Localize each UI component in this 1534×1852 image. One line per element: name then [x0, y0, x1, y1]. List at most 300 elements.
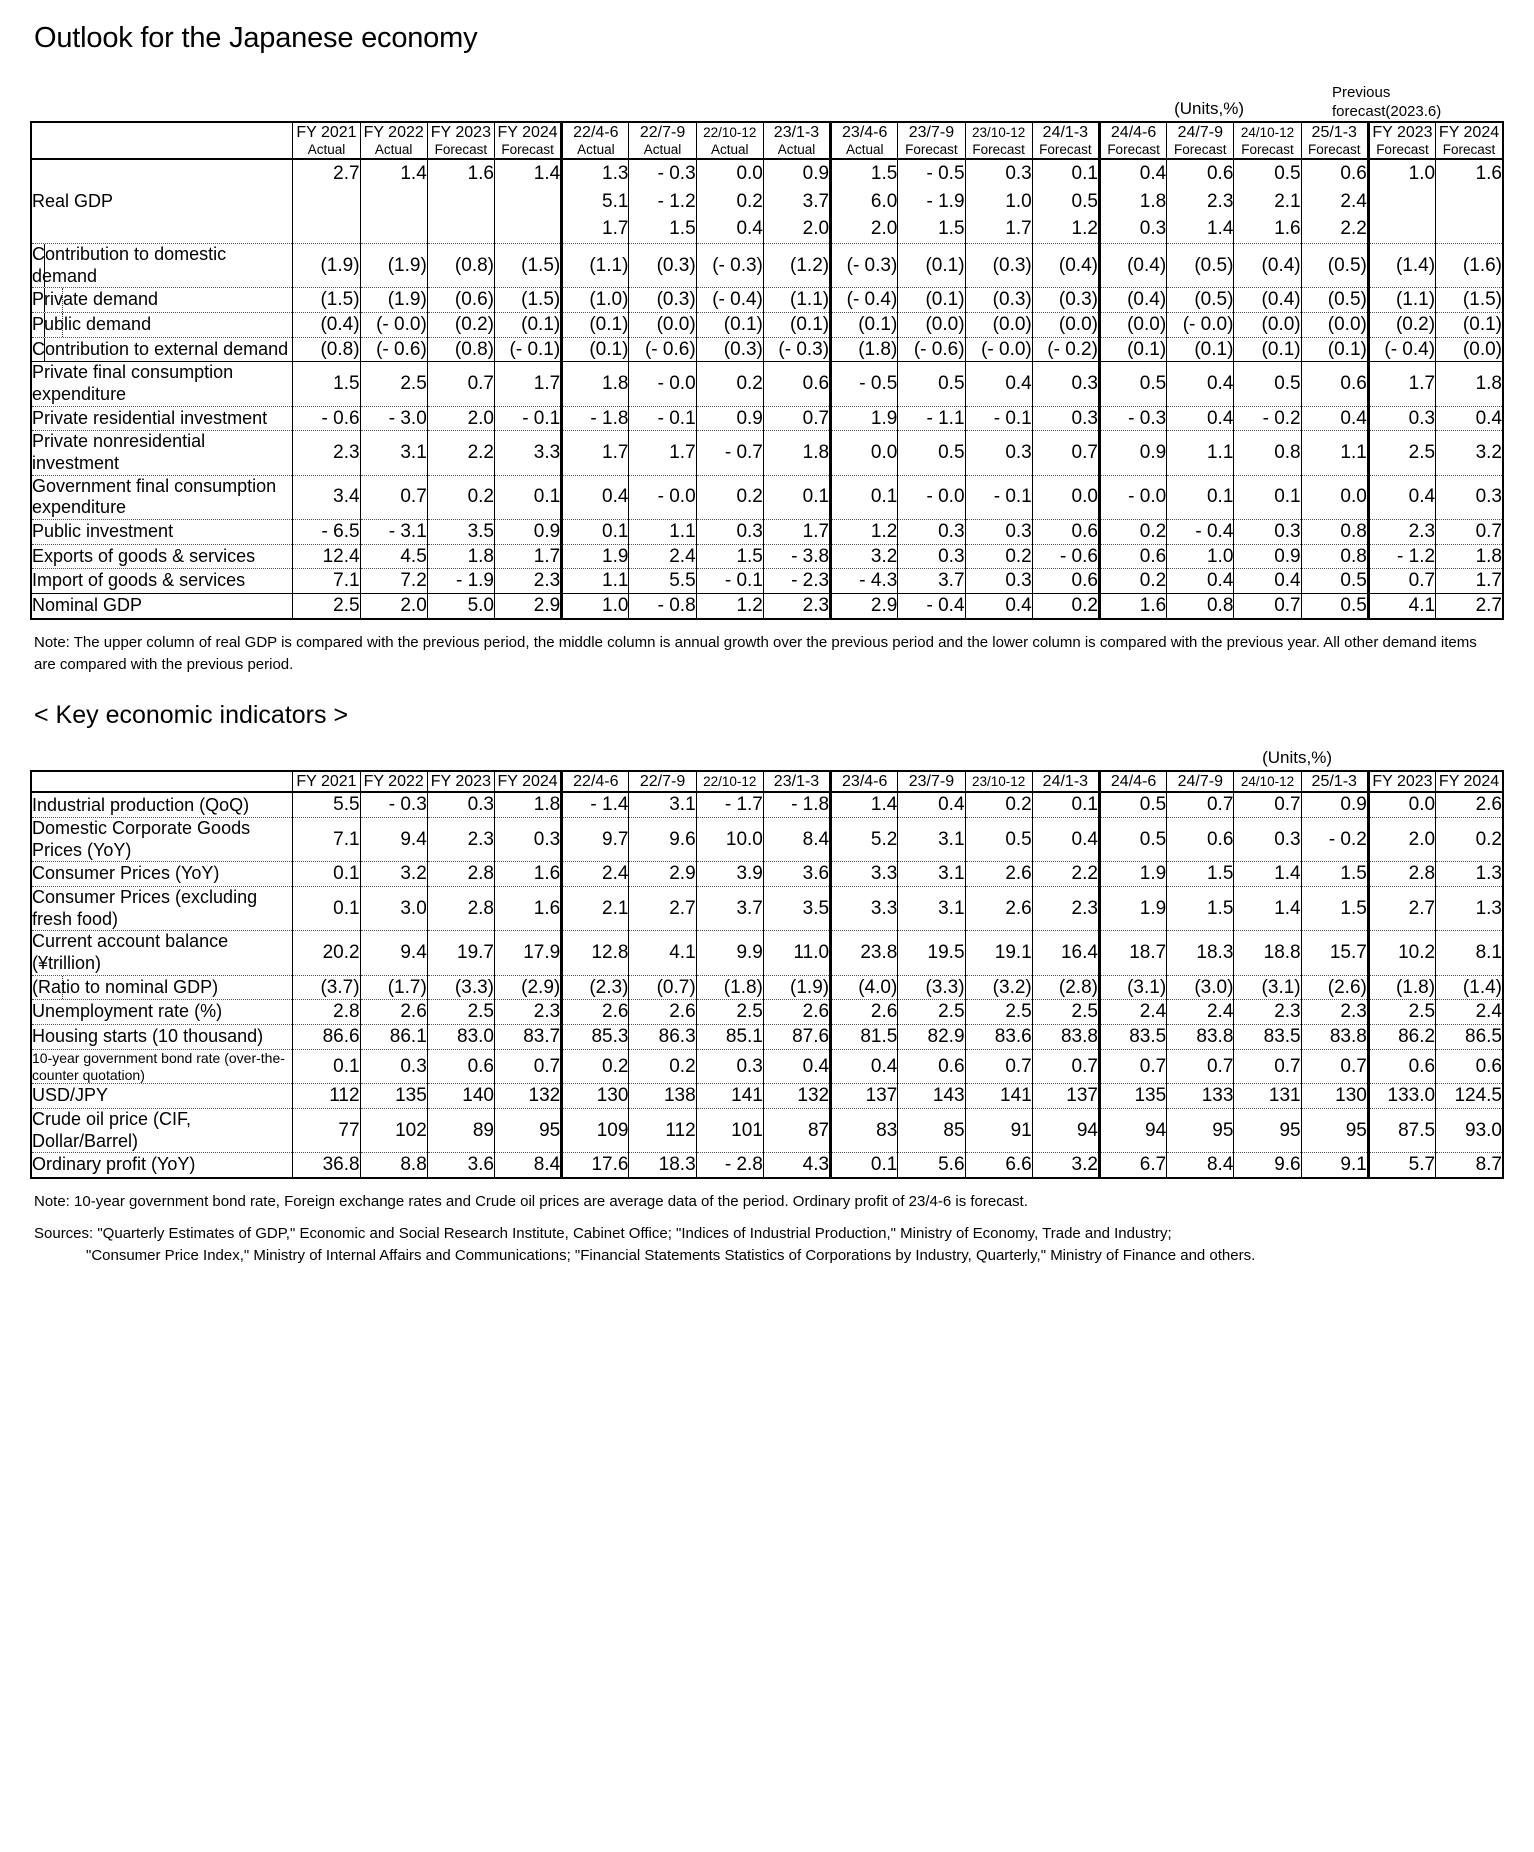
cell-r3-c2: 2.8 — [427, 887, 494, 931]
cell-r11-c1: 7.2 — [360, 569, 427, 594]
cell-r5-c3: (2.9) — [495, 975, 562, 1000]
cell-r12-c16: 4.1 — [1368, 594, 1435, 619]
outlook-col-period-5: 22/7-9 — [629, 122, 696, 142]
cell-r8-c8: 0.4 — [831, 1049, 898, 1084]
indicator-col-period-7: 23/1-3 — [763, 771, 830, 792]
row-label-text: Nominal GDP — [32, 595, 143, 616]
cell-value: 1.6 — [1274, 218, 1301, 240]
cell-r2-c4: (1.0) — [562, 288, 629, 313]
cell-r2-c5: 2.9 — [629, 862, 696, 887]
cell-r5-c9: (3.3) — [898, 975, 965, 1000]
indicator-col-period-17: FY 2024 — [1436, 771, 1503, 792]
row-label-7 — [31, 431, 293, 475]
cell-r3-c16: 2.7 — [1368, 887, 1435, 931]
cell-r5-c17: 1.8 — [1436, 362, 1503, 406]
cell-r3-c5: 2.7 — [629, 887, 696, 931]
cell-r11-c16: 5.7 — [1368, 1153, 1435, 1178]
cell-value — [1436, 215, 1502, 243]
cell-r8-c0: 3.4 — [293, 475, 360, 519]
cell-r8-c17: 0.6 — [1436, 1049, 1503, 1084]
cell-value: 1.7 — [1005, 218, 1032, 240]
table-row — [31, 931, 1503, 975]
cell-r6-c3: - 0.1 — [495, 406, 562, 431]
cell-r4-c4: (0.1) — [562, 337, 629, 362]
indicator-label-3 — [31, 887, 293, 931]
row-label-text: Exports of goods & services — [32, 545, 256, 566]
cell-r2-c7: 3.6 — [763, 862, 830, 887]
cell-r8-c3: 0.1 — [495, 475, 562, 519]
cell-r2-c2: 2.8 — [427, 862, 494, 887]
cell-value: 0.3 — [1005, 163, 1032, 185]
cell-r0-c15: 0.9 — [1301, 792, 1368, 817]
cell-r9-c8: 1.2 — [831, 519, 898, 544]
outlook-col-period-6: 22/10-12 — [696, 122, 763, 142]
cell-r4-c8: (1.8) — [831, 337, 898, 362]
cell-r6-c11: 0.3 — [1032, 406, 1099, 431]
cell-r0-c2: 0.3 — [427, 792, 494, 817]
cell-r5-c14: 0.5 — [1234, 362, 1301, 406]
cell-r4-c0: (0.8) — [293, 337, 360, 362]
cell-r1-c6: (- 0.3) — [696, 244, 763, 288]
cell-r5-c16: (1.8) — [1368, 975, 1435, 1000]
cell-r2-c14: 1.4 — [1234, 862, 1301, 887]
cell-r1-c9: (0.1) — [898, 244, 965, 288]
cell-r10-c15: 0.8 — [1301, 544, 1368, 569]
cell-r5-c5: - 0.0 — [629, 362, 696, 406]
cell-r10-c1: 4.5 — [360, 544, 427, 569]
table-row — [31, 431, 1503, 475]
table-row — [31, 887, 1503, 931]
row-label-text: Contribution to external demand — [32, 338, 289, 359]
row-label-2 — [31, 288, 293, 313]
cell-r1-c11: 0.4 — [1032, 818, 1099, 862]
table-row — [31, 1049, 1503, 1084]
cell-value: - 1.2 — [657, 190, 696, 212]
cell-r6-c9: 2.5 — [898, 1000, 965, 1025]
cell-r7-c1: 86.1 — [360, 1025, 427, 1050]
cell-r6-c15: 0.4 — [1301, 406, 1368, 431]
cell-r1-c8: (- 0.3) — [831, 244, 898, 288]
cell-r1-c2: (0.8) — [427, 244, 494, 288]
cell-r2-c7: (1.1) — [763, 288, 830, 313]
cell-r7-c16: 2.5 — [1368, 431, 1435, 475]
cell-value — [495, 215, 560, 243]
cell-r1-c4: 9.7 — [562, 818, 629, 862]
cell-r10-c8: 3.2 — [831, 544, 898, 569]
cell-r11-c9: 3.7 — [898, 569, 965, 594]
row-label-text: Private residential investment — [32, 407, 268, 428]
cell-r9-c1: - 3.1 — [360, 519, 427, 544]
cell-value: 2.2 — [1340, 218, 1367, 240]
cell-r11-c0: 36.8 — [293, 1153, 360, 1178]
cell-value — [1436, 188, 1502, 216]
indicator-label-text: 10-year government bond rate (over-the-counter quotation) — [32, 1049, 285, 1083]
cell-r2-c14: (0.4) — [1234, 288, 1301, 313]
cell-r8-c17: 0.3 — [1436, 475, 1503, 519]
cell-r2-c17: 1.3 — [1436, 862, 1503, 887]
cell-r11-c5: 5.5 — [629, 569, 696, 594]
cell-r4-c3: (- 0.1) — [495, 337, 562, 362]
cell-r8-c7: 0.1 — [763, 475, 830, 519]
cell-r6-c0: 2.8 — [293, 1000, 360, 1025]
cell-r7-c6: - 0.7 — [696, 431, 763, 475]
cell-r12-c5: - 0.8 — [629, 594, 696, 619]
row-label-text: Public investment — [32, 520, 174, 541]
cell-r6-c17: 2.4 — [1436, 1000, 1503, 1025]
cell-r8-c2: 0.2 — [427, 475, 494, 519]
cell-r11-c7: 4.3 — [763, 1153, 830, 1178]
outlook-col-type-0: Actual — [293, 142, 360, 159]
cell-r2-c12: (0.4) — [1099, 288, 1166, 313]
cell-r5-c13: 0.4 — [1167, 362, 1234, 406]
cell-r11-c3: 2.3 — [495, 569, 562, 594]
indicator-col-period-6: 22/10-12 — [696, 771, 763, 792]
cell-r1-c16: 2.0 — [1368, 818, 1435, 862]
cell-r4-c7: 11.0 — [763, 931, 830, 975]
cell-r4-c8: 23.8 — [831, 931, 898, 975]
cell-r6-c10: - 0.1 — [965, 406, 1032, 431]
row-label-1 — [31, 244, 293, 288]
outlook-col-type-9: Forecast — [898, 142, 965, 159]
cell-value: 0.5 — [1274, 163, 1301, 185]
cell-r0-c14: 0.7 — [1234, 792, 1301, 817]
cell-r2-c3: 1.6 — [495, 862, 562, 887]
cell-r3-c11: 2.3 — [1032, 887, 1099, 931]
cell-r0-c1 — [360, 159, 427, 243]
cell-r7-c8: 0.0 — [831, 431, 898, 475]
outlook-col-period-11: 24/1-3 — [1032, 122, 1099, 142]
cell-r3-c3: (0.1) — [495, 312, 562, 337]
cell-r8-c10: 0.7 — [965, 1049, 1032, 1084]
cell-r2-c15: 1.5 — [1301, 862, 1368, 887]
row-label-11 — [31, 569, 293, 594]
cell-r5-c17: (1.4) — [1436, 975, 1503, 1000]
section-title-key-indicators: < Key economic indicators > — [34, 701, 349, 730]
cell-r4-c17: (0.0) — [1436, 337, 1503, 362]
table-row — [31, 244, 1503, 288]
cell-r3-c13: 1.5 — [1167, 887, 1234, 931]
cell-r4-c11: (- 0.2) — [1032, 337, 1099, 362]
cell-r3-c10: 2.6 — [965, 887, 1032, 931]
cell-r12-c8: 2.9 — [831, 594, 898, 619]
table-row — [31, 862, 1503, 887]
cell-r11-c8: - 4.3 — [831, 569, 898, 594]
cell-r4-c14: 18.8 — [1234, 931, 1301, 975]
cell-r0-c12: 0.5 — [1099, 792, 1166, 817]
cell-r10-c10: 0.2 — [965, 544, 1032, 569]
cell-r3-c1: (- 0.0) — [360, 312, 427, 337]
cell-r9-c6: 0.3 — [696, 519, 763, 544]
cell-r10-c9: 0.3 — [898, 544, 965, 569]
cell-r11-c10: 0.3 — [965, 569, 1032, 594]
indicator-label-text: Domestic Corporate Goods Prices (YoY) — [32, 818, 251, 860]
cell-r0-c6 — [696, 159, 763, 243]
cell-r0-c11 — [1032, 159, 1099, 243]
cell-value: 1.5 — [669, 218, 696, 240]
outlook-col-type-16: Forecast — [1368, 142, 1435, 159]
outlook-col-type-4: Actual — [562, 142, 629, 159]
cell-r6-c13: 2.4 — [1167, 1000, 1234, 1025]
outlook-col-period-8: 23/4-6 — [831, 122, 898, 142]
cell-r10-c6: 101 — [696, 1109, 763, 1153]
cell-r7-c13: 83.8 — [1167, 1025, 1234, 1050]
cell-value: 1.2 — [1071, 218, 1098, 240]
cell-r12-c9: - 0.4 — [898, 594, 965, 619]
indicator-label-text: (Ratio to nominal GDP) — [32, 976, 219, 997]
row-label-10 — [31, 544, 293, 569]
cell-value: 0.0 — [736, 163, 763, 185]
cell-value — [428, 188, 494, 216]
cell-value: 0.6 — [1340, 163, 1367, 185]
cell-value: 2.7 — [333, 163, 360, 185]
cell-r1-c6: 10.0 — [696, 818, 763, 862]
cell-r3-c13: (- 0.0) — [1167, 312, 1234, 337]
cell-r3-c0: 0.1 — [293, 887, 360, 931]
cell-r5-c15: 0.6 — [1301, 362, 1368, 406]
indicator-label-4 — [31, 931, 293, 975]
cell-r2-c16: 2.8 — [1368, 862, 1435, 887]
row-label-8 — [31, 475, 293, 519]
cell-r4-c9: 19.5 — [898, 931, 965, 975]
cell-r6-c10: 2.5 — [965, 1000, 1032, 1025]
cell-r1-c0: (1.9) — [293, 244, 360, 288]
cell-r8-c11: 0.7 — [1032, 1049, 1099, 1084]
cell-r1-c0: 7.1 — [293, 818, 360, 862]
table-row — [31, 337, 1503, 362]
cell-r12-c10: 0.4 — [965, 594, 1032, 619]
cell-r3-c3: 1.6 — [495, 887, 562, 931]
cell-r9-c11: 137 — [1032, 1084, 1099, 1109]
cell-r10-c17: 1.8 — [1436, 544, 1503, 569]
cell-r5-c8: - 0.5 — [831, 362, 898, 406]
cell-r4-c5: (- 0.6) — [629, 337, 696, 362]
cell-r6-c1: 2.6 — [360, 1000, 427, 1025]
cell-r2-c0: 0.1 — [293, 862, 360, 887]
row-label-0 — [31, 159, 293, 243]
cell-r7-c14: 0.8 — [1234, 431, 1301, 475]
cell-value: 0.6 — [1206, 163, 1234, 185]
cell-r5-c2: 0.7 — [427, 362, 494, 406]
outlook-col-type-17: Forecast — [1436, 142, 1503, 159]
outlook-col-period-4: 22/4-6 — [562, 122, 629, 142]
cell-r7-c6: 85.1 — [696, 1025, 763, 1050]
cell-r5-c0: 1.5 — [293, 362, 360, 406]
cell-r11-c13: 0.4 — [1167, 569, 1234, 594]
cell-r8-c9: 0.6 — [898, 1049, 965, 1084]
cell-r4-c1: (- 0.6) — [360, 337, 427, 362]
cell-value: 6.0 — [870, 190, 898, 212]
cell-r8-c16: 0.6 — [1368, 1049, 1435, 1084]
cell-r12-c6: 1.2 — [696, 594, 763, 619]
outlook-col-period-2: FY 2023 — [427, 122, 494, 142]
key-indicators-table-header — [31, 771, 1503, 792]
cell-r3-c8: 3.3 — [831, 887, 898, 931]
cell-r1-c3: (1.5) — [495, 244, 562, 288]
cell-r11-c9: 5.6 — [898, 1153, 965, 1178]
cell-r0-c5: 3.1 — [629, 792, 696, 817]
cell-r3-c7: (0.1) — [763, 312, 830, 337]
cell-r10-c14: 0.9 — [1234, 544, 1301, 569]
cell-r2-c1: 3.2 — [360, 862, 427, 887]
cell-r3-c10: (0.0) — [965, 312, 1032, 337]
cell-value: 2.4 — [1340, 190, 1367, 212]
cell-value — [1370, 215, 1435, 243]
cell-r0-c17 — [1436, 159, 1503, 243]
outlook-col-period-1: FY 2022 — [360, 122, 427, 142]
cell-r11-c11: 3.2 — [1032, 1153, 1099, 1178]
cell-value: 2.1 — [1274, 190, 1301, 212]
cell-r0-c9 — [898, 159, 965, 243]
cell-r0-c0 — [293, 159, 360, 243]
key-indicators-table — [30, 770, 1504, 1179]
table1-note: Note: The upper column of real GDP is compared with the previous period, the middle column is annual growth over the previous period and the lower column is compared with the previous year. All other demand items are compared with the previous period. — [34, 633, 1477, 673]
cell-r11-c3: 8.4 — [495, 1153, 562, 1178]
cell-r9-c9: 143 — [898, 1084, 965, 1109]
table-row — [31, 159, 1503, 243]
cell-r9-c5: 138 — [629, 1084, 696, 1109]
cell-r7-c17: 3.2 — [1436, 431, 1503, 475]
cell-r9-c0: 112 — [293, 1084, 360, 1109]
cell-r10-c10: 91 — [965, 1109, 1032, 1153]
indicator-label-text: Ordinary profit (YoY) — [32, 1154, 196, 1175]
outlook-col-type-14: Forecast — [1234, 142, 1301, 159]
cell-r3-c4: 2.1 — [562, 887, 629, 931]
indicator-label-6 — [31, 1000, 293, 1025]
indicator-label-5 — [31, 975, 293, 1000]
cell-r9-c13: 133 — [1167, 1084, 1234, 1109]
cell-r3-c9: 3.1 — [898, 887, 965, 931]
cell-r2-c8: 3.3 — [831, 862, 898, 887]
cell-r5-c2: (3.3) — [427, 975, 494, 1000]
cell-value: 0.9 — [802, 163, 830, 185]
outlook-col-period-0: FY 2021 — [293, 122, 360, 142]
cell-r8-c12: 0.7 — [1099, 1049, 1166, 1084]
cell-r6-c4: 2.6 — [562, 1000, 629, 1025]
cell-r11-c5: 18.3 — [629, 1153, 696, 1178]
cell-r3-c14: (0.0) — [1234, 312, 1301, 337]
cell-r8-c2: 0.6 — [427, 1049, 494, 1084]
cell-value — [428, 215, 494, 243]
cell-r6-c8: 1.9 — [831, 406, 898, 431]
outlook-col-type-5: Actual — [629, 142, 696, 159]
cell-r6-c8: 2.6 — [831, 1000, 898, 1025]
indicator-col-period-5: 22/7-9 — [629, 771, 696, 792]
cell-value — [293, 215, 359, 243]
cell-r9-c10: 0.3 — [965, 519, 1032, 544]
cell-r12-c3: 2.9 — [495, 594, 562, 619]
cell-r2-c5: (0.3) — [629, 288, 696, 313]
indicator-col-period-12: 24/4-6 — [1099, 771, 1166, 792]
cell-r8-c4: 0.2 — [562, 1049, 629, 1084]
cell-r6-c16: 0.3 — [1368, 406, 1435, 431]
cell-r8-c4: 0.4 — [562, 475, 629, 519]
cell-r6-c17: 0.4 — [1436, 406, 1503, 431]
cell-r4-c10: 19.1 — [965, 931, 1032, 975]
cell-r8-c10: - 0.1 — [965, 475, 1032, 519]
cell-r1-c17: (1.6) — [1436, 244, 1503, 288]
cell-r4-c2: (0.8) — [427, 337, 494, 362]
cell-r4-c12: 18.7 — [1099, 931, 1166, 975]
cell-r6-c12: - 0.3 — [1099, 406, 1166, 431]
indicator-label-text: Consumer Prices (excluding fresh food) — [32, 887, 258, 929]
cell-r6-c6: 2.5 — [696, 1000, 763, 1025]
outlook-col-period-10: 23/10-12 — [965, 122, 1032, 142]
cell-r1-c4: (1.1) — [562, 244, 629, 288]
cell-r3-c15: (0.0) — [1301, 312, 1368, 337]
table-row — [31, 475, 1503, 519]
cell-r1-c1: (1.9) — [360, 244, 427, 288]
cell-r6-c9: - 1.1 — [898, 406, 965, 431]
indicator-label-9 — [31, 1084, 293, 1109]
cell-r6-c11: 2.5 — [1032, 1000, 1099, 1025]
cell-r6-c14: 2.3 — [1234, 1000, 1301, 1025]
cell-r5-c6: (1.8) — [696, 975, 763, 1000]
cell-r11-c12: 0.2 — [1099, 569, 1166, 594]
cell-r7-c1: 3.1 — [360, 431, 427, 475]
cell-r1-c7: 8.4 — [763, 818, 830, 862]
cell-r4-c15: (0.1) — [1301, 337, 1368, 362]
cell-r10-c0: 12.4 — [293, 544, 360, 569]
cell-r3-c17: (0.1) — [1436, 312, 1503, 337]
cell-r5-c11: (2.8) — [1032, 975, 1099, 1000]
cell-r8-c16: 0.4 — [1368, 475, 1435, 519]
indicator-col-period-9: 23/7-9 — [898, 771, 965, 792]
table-row — [31, 818, 1503, 862]
cell-r11-c2: - 1.9 — [427, 569, 494, 594]
cell-r12-c0: 2.5 — [293, 594, 360, 619]
table-row — [31, 312, 1503, 337]
cell-value — [361, 188, 427, 216]
outlook-col-type-2: Forecast — [427, 142, 494, 159]
cell-r4-c6: 9.9 — [696, 931, 763, 975]
cell-r1-c16: (1.4) — [1368, 244, 1435, 288]
cell-r7-c9: 82.9 — [898, 1025, 965, 1050]
cell-r11-c2: 3.6 — [427, 1153, 494, 1178]
cell-r11-c6: - 0.1 — [696, 569, 763, 594]
cell-value: 1.5 — [870, 163, 898, 185]
cell-r9-c15: 130 — [1301, 1084, 1368, 1109]
cell-r5-c8: (4.0) — [831, 975, 898, 1000]
cell-r5-c7: (1.9) — [763, 975, 830, 1000]
cell-r3-c1: 3.0 — [360, 887, 427, 931]
indicator-label-11 — [31, 1153, 293, 1178]
cell-r9-c13: - 0.4 — [1167, 519, 1234, 544]
cell-r11-c6: - 2.8 — [696, 1153, 763, 1178]
row-label-text: Private final consumption expenditure — [32, 362, 234, 405]
cell-value: 5.1 — [602, 190, 629, 212]
cell-r11-c7: - 2.3 — [763, 569, 830, 594]
cell-r9-c12: 0.2 — [1099, 519, 1166, 544]
cell-r12-c13: 0.8 — [1167, 594, 1234, 619]
cell-r12-c7: 2.3 — [763, 594, 830, 619]
cell-r3-c12: 1.9 — [1099, 887, 1166, 931]
cell-r10-c16: 87.5 — [1368, 1109, 1435, 1153]
cell-r4-c16: (- 0.4) — [1368, 337, 1435, 362]
cell-r5-c0: (3.7) — [293, 975, 360, 1000]
outlook-col-period-16: FY 2023 — [1368, 122, 1435, 142]
cell-r12-c17: 2.7 — [1436, 594, 1503, 619]
cell-r7-c2: 83.0 — [427, 1025, 494, 1050]
cell-r12-c1: 2.0 — [360, 594, 427, 619]
key-indicators-corner — [31, 771, 293, 792]
cell-r0-c7 — [763, 159, 830, 243]
cell-r11-c12: 6.7 — [1099, 1153, 1166, 1178]
cell-r12-c2: 5.0 — [427, 594, 494, 619]
cell-r0-c16: 0.0 — [1368, 792, 1435, 817]
cell-r7-c2: 2.2 — [427, 431, 494, 475]
cell-r9-c14: 131 — [1234, 1084, 1301, 1109]
cell-r7-c15: 1.1 — [1301, 431, 1368, 475]
